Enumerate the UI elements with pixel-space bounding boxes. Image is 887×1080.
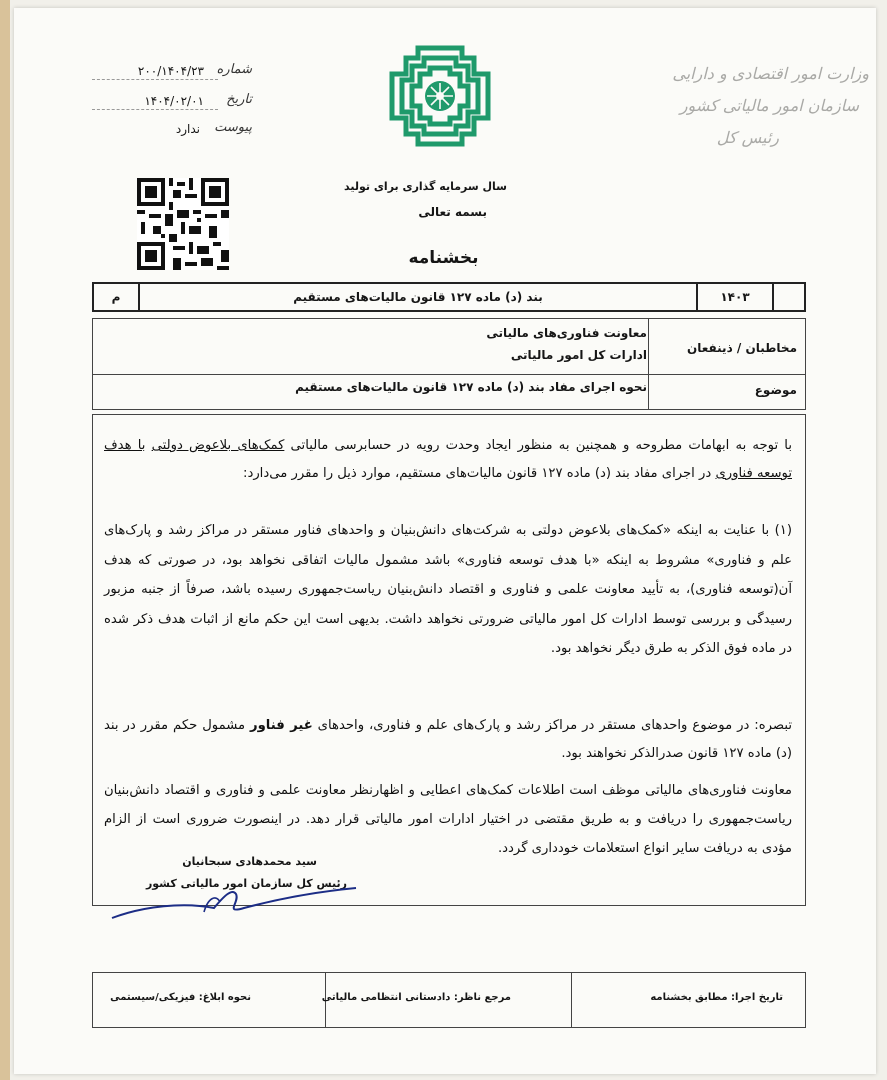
paper-edge xyxy=(0,0,10,1080)
letter-meta xyxy=(92,62,252,144)
document-title: بخشنامه xyxy=(408,248,479,268)
ministry-line-3: رئیس کل xyxy=(716,128,779,147)
ref-empty-cell xyxy=(772,284,804,310)
topic-value: نحوه اجرای مفاد بند (د) ماده ۱۲۷ قانون مالیات‌های مستقیم xyxy=(295,380,647,394)
intro-underlined-2: با هدف توسعه فناوری xyxy=(104,438,792,481)
notify-method: نحوه ابلاغ: فیزیکی/سیستمی xyxy=(110,992,251,1003)
besmellah: بسمه تعالی xyxy=(418,205,487,219)
attachment-value: ندارد xyxy=(175,122,200,136)
attachment-row xyxy=(92,120,252,142)
signatory-name: سید محمدهادی سبحانیان xyxy=(182,855,317,868)
number-label: شماره xyxy=(216,62,252,77)
addressee-table xyxy=(92,318,806,410)
year-slogan: سال سرمایه گذاری برای تولید xyxy=(344,180,507,193)
reference-table xyxy=(92,282,806,312)
ministry-line-2: سازمان امور مالیاتی کشور xyxy=(679,96,859,115)
addressee-value-1: معاونت فناوری‌های مالیاتی xyxy=(486,326,647,340)
note-paragraph xyxy=(104,712,792,768)
handwritten-signature xyxy=(104,878,364,926)
item-1-paragraph: (۱) با عنایت به اینکه «کمک‌های بلاعوض دولتی به شرکت‌های دانش‌بنیان و واحدهای فناور مستقر در مراکز رشد و پارک‌های علم و فناوری» مشروط به اینکه «با هدف توسعه فناوری» باشد مشمول مالیات اتفاقی نخواهد بود، در صورتی که هدف آن(توسعه فناوری)، به تأیید معاونت علمی و فناوری و اقتصاد دانش‌بنیان ریاست‌جمهوری رسیده باشد، صرفاً از جنبه مزبور رسیدگی و بررسی توسط ادارات کل امور مالیاتی ضرورتی نخواهد داشت. بدیهی است این حکم مانع از اثبات هدف ذکر شده در ماده فوق الذکر به طرق دیگر نخواهد بود. xyxy=(104,523,792,656)
date-value: ۱۴۰۴/۰۲/۰۱ xyxy=(144,94,204,108)
intro-text-a: با توجه به ابهامات مطروحه و همچنین به منظور ایجاد وحدت رویه در حسابرسی مالیاتی xyxy=(284,438,793,453)
ref-year: ۱۴۰۳ xyxy=(696,284,772,310)
date-row xyxy=(92,92,252,114)
supervisor: مرجع ناظر: دادستانی انتظامی مالیاتی xyxy=(321,992,511,1003)
ministry-line-1: وزارت امور اقتصادی و دارایی xyxy=(672,64,869,83)
attachment-label: پیوست xyxy=(214,120,252,135)
date-label: تاریخ xyxy=(226,92,252,107)
note-text-b: مشمول حکم مقرر در بند (د) ماده ۱۲۷ قانون صدرالذکر نخواهند بود. xyxy=(104,718,792,761)
intro-paragraph xyxy=(104,432,792,488)
note-text-a: تبصره: در موضوع واحدهای مستقر در مراکز رشد و پارک‌های علم و فناوری، واحدهای xyxy=(312,718,792,733)
topic-label: موضوع xyxy=(754,383,797,397)
intro-underlined-1: کمک‌های بلاعوض دولتی xyxy=(151,438,285,453)
exec-date: تاریخ اجرا: مطابق بخشنامه xyxy=(650,992,783,1003)
tax-organization-logo xyxy=(388,44,492,148)
addressee-value-2: ادارات کل امور مالیاتی xyxy=(510,348,647,362)
number-value: ۲۰۰/۱۴۰۴/۲۳ xyxy=(137,64,204,78)
ministry-header xyxy=(639,58,869,154)
ref-subject: بند (د) ماده ۱۲۷ قانون مالیات‌های مستقیم xyxy=(138,284,696,310)
intro-text-c: در اجرای مفاد بند (د) ماده ۱۲۷ قانون مالیات‌های مستقیم، موارد ذیل را مقرر می‌دارد: xyxy=(243,466,716,481)
addressee-label: مخاطبان / ذینفعان xyxy=(687,341,797,355)
note-bold: غیر فناور xyxy=(250,718,313,733)
closing-paragraph: معاونت فناوری‌های مالیاتی موظف است اطلاعات کمک‌های اعطایی و اظهارنظر معاونت علمی و فناوری و اقتصاد دانش‌بنیان ریاست‌جمهوری را دریافت و به طریق مقتضی در اختیار ادارات امور مالیاتی قرار دهد. در اینصورت ضروری است از الزام مؤدی به دریافت سایر انواع استعلامات خودداری گردد. xyxy=(104,783,792,856)
number-row xyxy=(92,62,252,84)
signatory-title: رئیس کل سازمان امور مالیاتی کشور xyxy=(145,877,347,890)
ref-code: م xyxy=(111,290,121,304)
